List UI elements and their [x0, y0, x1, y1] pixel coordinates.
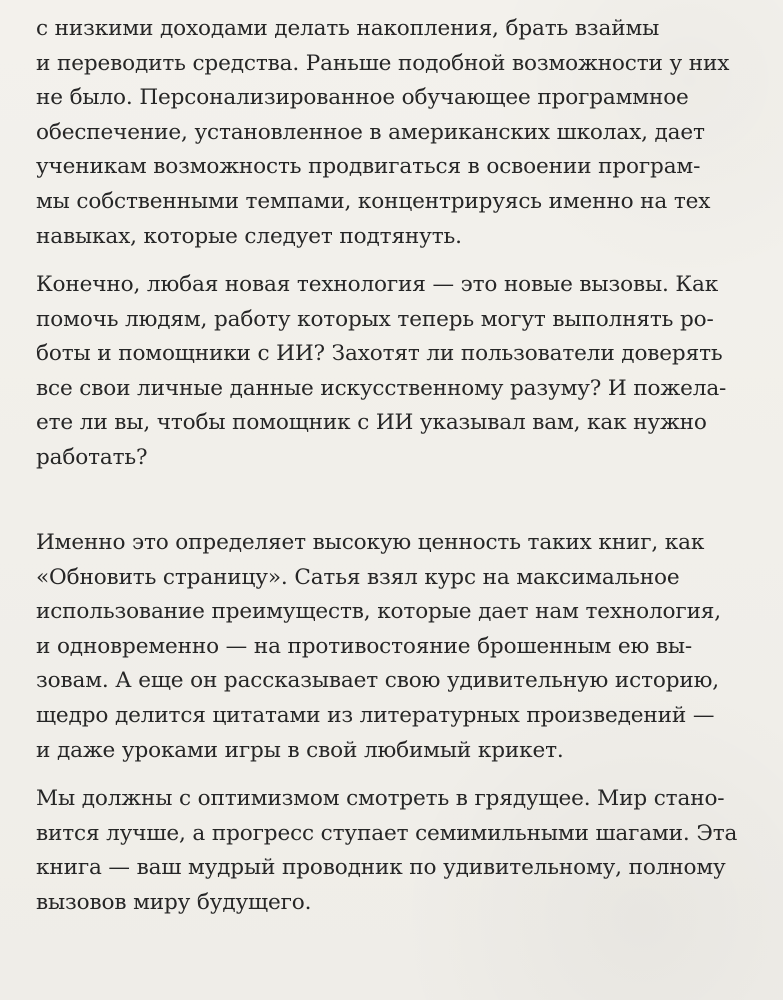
paragraph-line: все свои личные данные искусственному разуму? И пожела- [36, 375, 727, 401]
paragraph-line: ете ли вы, чтобы помощник с ИИ указывал вам, как нужно [36, 410, 707, 436]
paragraph-1 [36, 12, 729, 254]
paragraph-line: боты и помощники с ИИ? Захотят ли пользователи доверять [36, 341, 723, 367]
paragraph-4 [36, 782, 737, 920]
paragraph-line: книга — ваш мудрый проводник по удивительному, полному [36, 855, 726, 881]
paragraph-line: с низкими доходами делать накопления, брать взаймы [36, 16, 660, 41]
paragraph-line: и переводить средства. Раньше подобной возможности у них [36, 50, 730, 76]
paragraph-line: Именно это определяет высокую ценность таких книг, как [36, 530, 705, 555]
paragraph-line: ученикам возможность продвигаться в освоении програм- [36, 154, 701, 180]
paragraph-line: щедро делится цитатами из литературных произведений — [36, 702, 715, 728]
paragraph-line: вызовов миру будущего. [36, 889, 312, 915]
paragraph-line: и одновременно — на противостояние брошенным ею вы- [36, 633, 693, 659]
paragraph-line: Мы должны с оптимизмом смотреть в грядущее. Мир стано- [36, 786, 725, 811]
paragraph-line: «Обновить страницу». Сатья взял курс на максимальное [36, 564, 680, 590]
paragraph-line: Конечно, любая новая технология — это новые вызовы. Как [36, 272, 719, 297]
paragraph-line: мы собственными темпами, концентрируясь именно на тех [36, 188, 711, 214]
paragraph-line: зовам. А еще он рассказывает свою удивительную историю, [36, 668, 720, 694]
paragraph-2 [36, 268, 726, 476]
paragraph-line: вится лучше, а прогресс ступает семимильными шагами. Эта [36, 820, 738, 846]
paragraph-3 [36, 526, 721, 768]
paragraph-line: и даже уроками игры в свой любимый крикет. [36, 737, 564, 763]
paragraph-line: использование преимуществ, которые дает нам технология, [36, 599, 721, 625]
paragraph-line: работать? [36, 444, 148, 470]
paragraph-line: навыках, которые следует подтянуть. [36, 223, 462, 249]
paragraph-line: не было. Персонализированное обучающее программное [36, 85, 689, 111]
paragraph-line: помочь людям, работу которых теперь могут выполнять ро- [36, 306, 714, 332]
paragraph-line: обеспечение, установленное в американских школах, дает [36, 119, 705, 145]
